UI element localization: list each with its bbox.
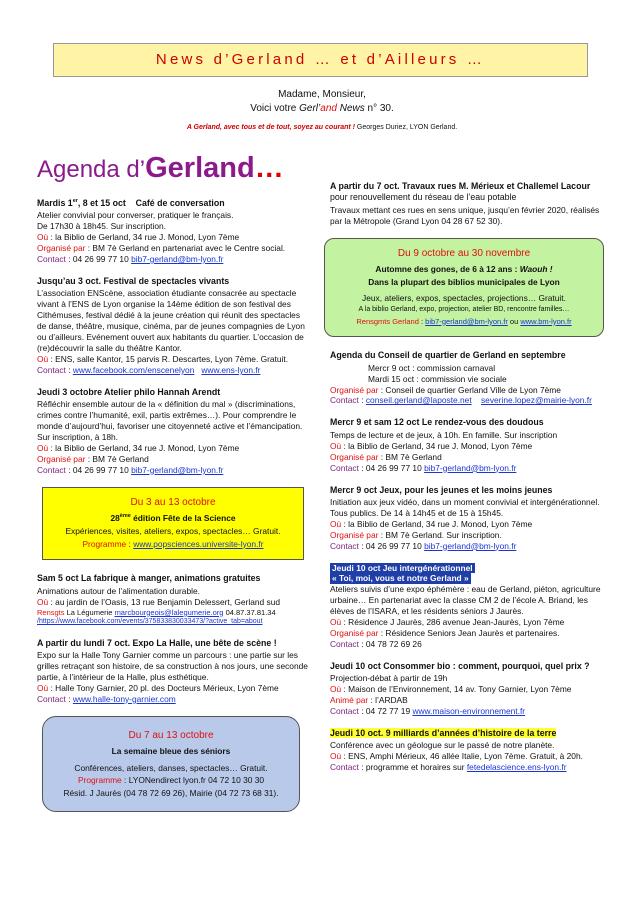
bm-lyon-link[interactable]: www.bm-lyon.fr (520, 316, 572, 326)
email-link[interactable]: bib7-gerland@bm-lyon.fr (425, 316, 508, 326)
box-automne-gones: Du 9 octobre au 30 novembre Automne des gones, de 6 à 12 ans : Waouh ! Dans la plupart des biblios municipales de Lyon Jeux, ateliers, expos, spectacles, projections… Gratuit. A la biblio Gerland, expo, projection, atelier BD, rencontre familles… Rensgmts Gerland : bib7-gerland@bm-lyon.fr ou www.bm-lyon.fr (324, 238, 604, 338)
event-conseil-quartier: Agenda du Conseil de quartier de Gerland en septembre Mercr 9 oct : commission carnaval Mardi 15 oct : commission vie sociale Organisé par : Conseil de quartier Gerland Ville de Lyon 7ème Contact : conseil.gerland@laposte.net severine.lopez@mairie-lyon.fr (330, 350, 592, 406)
banner-title: News d’Gerland … et d’Ailleurs … (155, 51, 486, 69)
email-link[interactable]: bib7-gerland@bm-lyon.fr (131, 464, 224, 475)
fete-science-ens-link[interactable]: fetedelascience.ens-lyon.fr (466, 762, 567, 773)
email-link[interactable]: bib7-gerland@bm-lyon.fr (424, 462, 517, 473)
box-semaine-bleue: Du 7 au 13 octobre La semaine bleue des séniors Conférences, ateliers, danses, spectacles… Gratuit. Programme : LYONendirect lyon.fr 04 72 10 30 30 Résid. J Jaurès (04 78 72 69 26), Mairie (04 72 73 68 31). (42, 716, 300, 813)
maison-environnement-link[interactable]: www.maison-environnement.fr (412, 706, 526, 717)
event-cafe-conversation: Mardis 1er, 8 et 15 oct Café de conversation Atelier convivial pour converser, pratiquer le français. De 17h30 à 18h45. Sur inscription. Où : la Biblio de Gerland, 34 rue J. Monod, Lyon 7ème Organisé par : BM 7è Gerland en partenariat avec le Centre social. Contact : 04 26 99 77 10 bib7-gerland@bm-lyon.fr (37, 198, 309, 265)
tagline: A Gerland, avec tous et de tout, soyez au courant ! Georges Duriez, LYON Gerland. (186, 124, 458, 131)
agenda-title: Agenda d’Gerland… (37, 152, 284, 184)
event-expo-halle: A partir du lundi 7 oct. Expo La Halle, une bête de scène ! Expo sur la Halle Tony Garnier comme un parcours : une partie sur les grilles retraçant son histoire, de sa construction à nos jours, une seconde partie, à l’intérieur de la Halle, plus esthétique. Où : Halle Tony Garnier, 20 pl. des Docteurs Mérieux, Lyon 7ème Contact : www.halle-tony-garnier.com (37, 637, 308, 704)
box-fete-science: Du 3 au 13 octobre 28ème édition Fête de la Science Expériences, visites, ateliers, expos, spectacles… Gratuit. Programme : www.popsciences.universite-lyon.fr (42, 487, 304, 561)
salutation (0, 88, 644, 116)
email-link[interactable]: marcbourgeois@lalegumerie.org (114, 607, 224, 617)
issue-line: Voici votre Gerl’and News n° 30. (250, 103, 394, 114)
facebook-link[interactable]: www.facebook.com/enscenelyon (72, 364, 195, 375)
event-jeu-intergenerationnel: Jeudi 10 oct Jeu intergénérationnel « Toi, moi, vous et notre Gerland » Ateliers suivis d’une expo éphémère : eau de Gerland, piéton, agriculture urbaine… En partenariat avec la classe CM 2 de l’école A. Briand, les élèves de l’ISARA, et les résidents séniors J Jaurès. Où : Résidence J Jaurès, 286 avenue Jean-Jaurès, Lyon 7ème Organisé par : Résidence Seniors Jean Jaurès et partenaires. Contact : 04 78 72 69 26 (330, 562, 601, 649)
event-jeux: Mercr 9 oct Jeux, pour les jeunes et les moins jeunes Initiation aux jeux vidéo, dans un moment convivial et intergénérationnel. Tous publics. De 14 à 14h45 et de 15 à 15h45. Où : la Biblio de Gerland, 34 rue J. Monod, Lyon 7ème Organisé par : BM 7è Gerland. Sur inscription. Contact : 04 26 99 77 10 bib7-gerland@bm-lyon.fr (330, 484, 600, 551)
event-fabrique-manger: Sam 5 oct La fabrique à manger, animations gratuites Animations autour de l’alimentation durable. Où : au jardin de l’Oasis, 13 rue Benjamin Delessert, Gerland sud Rensgts La Légumerie marcbourgeois@lalegumerie.org 04.87.37.81.34 /https://www.facebook.com/events/375833830033473/?active_tab=about (37, 573, 281, 626)
popsciences-link[interactable]: www.popsciences.universite-lyon.fr (133, 538, 264, 549)
event-travaux: A partir du 7 oct. Travaux rues M. Mérieux et Challemel Lacour pour renouvellement du réseau de l’eau potable Travaux mettant ces rues en sens unique, jusqu’en février 2020, réalisés par la Métropole (Grand Lyon 04 28 67 52 30). (330, 181, 600, 226)
event-atelier-philo: Jeudi 3 octobre Atelier philo Hannah Arendt Réfléchir ensemble autour de la « définition du mal » (discriminations, crimes contre l’humanité, exil, partis extrêmes…). Pour comprendre le monde d’aujourd’hui, favoriser une citoyenneté active et l’émancipation. Sur inscription, à 18h. Où : la Biblio de Gerland, 34 rue J. Monod, Lyon 7ème Organisé par : BM 7è Gerland Contact : 04 26 99 77 10 bib7-gerland@bm-lyon.fr (37, 386, 303, 475)
event-doudous: Mercr 9 et sam 12 oct Le rendez-vous des doudous Temps de lecture et de jeux, à 10h. En famille. Sur inscription Où : la Biblio de Gerland, 34 rue J. Monod, Lyon 7ème Organisé par : BM 7è Gerland Contact : 04 26 99 77 10 bib7-gerland@bm-lyon.fr (330, 417, 558, 473)
left-column (37, 198, 309, 825)
halle-link[interactable]: www.halle-tony-garnier.com (72, 693, 176, 704)
newsletter-banner (53, 43, 588, 77)
email-link[interactable]: bib7-gerland@bm-lyon.fr (424, 540, 517, 551)
email-link-2[interactable]: severine.lopez@mairie-lyon.fr (480, 395, 592, 406)
facebook-event-link[interactable]: /https://www.facebook.com/events/375833830033473/?active_tab=about (37, 618, 263, 626)
event-festival-spectacles: Jusqu’au 3 oct. Festival de spectacles vivants L’association ENScène, association étudiante consacrée au spectacle vivant à l’ENS de Lyon organise la 14ème édition de son festival des Cithémuses, festival dédié à la jeune création qui réunit des spectacles de danse, théâtre, musique, cinéma, par de jeunes compagnies de Lyon ou d’ailleurs. Evénement ouvert aux habitants du quartier. L’occasion de (re)découvrir la salle du théâtre Kantor. Où : ENS, salle Kantor, 15 parvis R. Descartes, Lyon 7ème. Gratuit. Contact : www.facebook.com/enscenelyon www.ens-lyon.fr (37, 276, 305, 375)
email-link[interactable]: bib7-gerland@bm-lyon.fr (131, 254, 224, 265)
event-title: Mardis 1er, 8 et 15 oct Café de conversation (37, 198, 225, 208)
right-column (330, 181, 606, 784)
ens-link[interactable]: www.ens-lyon.fr (201, 364, 261, 375)
greeting: Madame, Monsieur, (278, 89, 366, 100)
email-link[interactable]: conseil.gerland@laposte.net (365, 395, 472, 406)
event-consommer-bio: Jeudi 10 oct Consommer bio : comment, pourquoi, quel prix ? Projection-débat à partir de 19h Où : Maison de l’Environnement, 14 av. Tony Garnier, Lyon 7ème Animé par : l’ARDAB Contact : 04 72 77 19 www.maison-environnement.fr (330, 660, 590, 717)
event-histoire-terre: Jeudi 10 oct. 9 milliards d’années d’histoire de la terre Conférence avec un géologue sur le passé de notre planète. Où : ENS, Amphi Mérieux, 46 allée Italie, Lyon 7ème. Gratuit, à 20h. Contact : programme et horaires sur fetedelascience.ens-lyon.fr (330, 728, 583, 773)
